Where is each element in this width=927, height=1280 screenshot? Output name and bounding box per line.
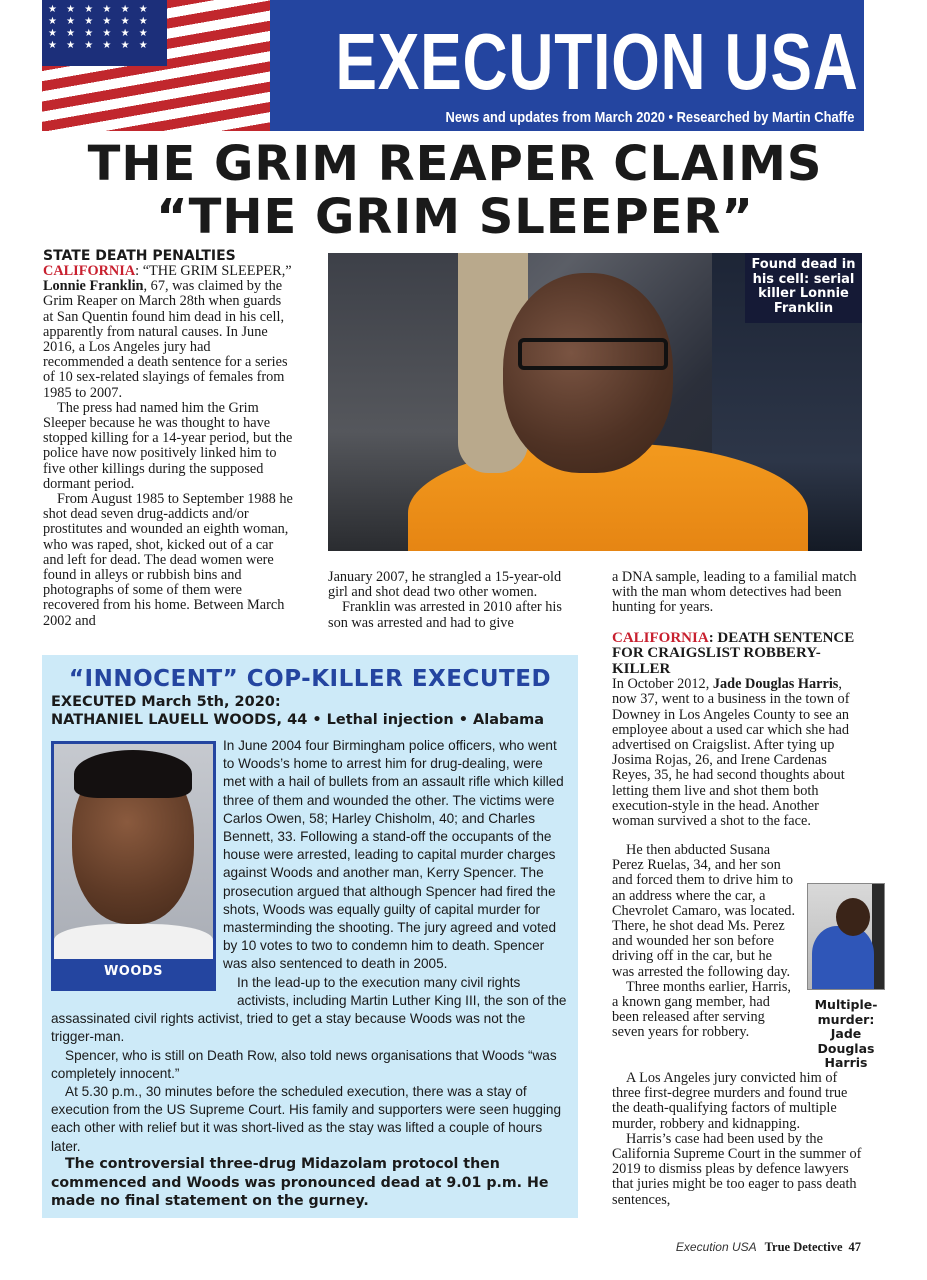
flag-stars: ★ ★ ★ ★ ★ ★ ★ ★ ★ ★ ★ ★ ★ ★ ★ ★ ★ ★ ★ ★ ★ ★ ★ ★ — [42, 0, 167, 66]
article1-paragraph-1 — [43, 264, 295, 401]
harris-photo — [807, 883, 885, 990]
page-footer — [676, 1240, 861, 1254]
box-full-width-text — [51, 992, 571, 1156]
article1-left-column — [43, 248, 295, 629]
woods-photo — [51, 741, 216, 991]
right-column-bottom — [612, 1071, 864, 1208]
harris-body — [812, 926, 874, 990]
state-label: CALIFORNIA — [612, 629, 709, 646]
franklin-head — [503, 273, 673, 473]
article2-p1-rest: , now 37, went to a business in the town of Downey in Los Angeles County to see an employee about a used car which she had advertised on Craigslist. After tying up Josima Rojas, 26, and Irene Cardenas Reyes, 35, he had second thoughts about letting them live and shot them both execution-style in the head. Another woman survived a shot to the face. — [612, 676, 850, 829]
box-paragraph-4: At 5.30 p.m., 30 minutes before the scheduled execution, there was a stay of execution from the US Supreme Court. His family and supporters were seen hugging each other with relief but it was short-lived as the stay was lifted a couple of hours later. — [51, 1084, 562, 1154]
article1-paragraph-6: a DNA sample, leading to a familial match with the man whom detectives had been hunting for years. — [612, 569, 857, 616]
harris-photo-caption: Multiple-murder: Jade Douglas Harris — [814, 997, 878, 1070]
woods-hair — [74, 750, 192, 798]
franklin-photo-caption: Found dead in his cell: serial killer Lonnie Franklin — [745, 253, 862, 323]
woods-shirt — [54, 924, 213, 959]
box-execution-details — [51, 693, 571, 729]
article2-p1-open: In October 2012, — [612, 676, 713, 693]
article2-paragraph-3: Three months earlier, Harris, a known gang member, had been released after serving seven years for robbery. — [612, 978, 791, 1041]
box-final-statement — [51, 1155, 571, 1211]
harris-head — [836, 898, 870, 936]
article1-paragraph-2: The press had named him the Grim Sleeper because he was thought to have stopped killing for a 14-year period, but the police have now positively linked him to five other killings during the supposed dormant period. — [43, 399, 293, 492]
article2-paragraph-1 — [612, 677, 864, 829]
article2-subject-name: Jade Douglas Harris — [712, 676, 839, 693]
article1-paragraph-5: Franklin was arrested in 2010 after his son was arrested and had to give — [328, 599, 562, 631]
article2-paragraph-4: A Los Angeles jury convicted him of three first-degree murders and found true the death-qualifying factors of multiple murder, robbery and kidnapping. — [612, 1070, 848, 1132]
article1-subject-name: Lonnie Franklin — [43, 278, 144, 295]
section-subtitle: News and updates from March 2020 • Researched by Martin Chaffe — [445, 109, 854, 126]
execution-date: EXECUTED March 5th, 2020: — [51, 694, 281, 710]
box-title: “INNOCENT” COP-KILLER EXECUTED — [68, 666, 552, 692]
article2-head: : DEATH SENTENCE FOR CRAIGSLIST ROBBERY-KILLER — [612, 629, 855, 677]
box-paragraph-1-container — [223, 737, 568, 992]
box-final-text: The controversial three-drug Midazolam protocol then commenced and Woods was pronounced dead at 9.01 p.m. He made no final statement on the gurney. — [51, 1156, 549, 1209]
article1-lead-open: : “THE GRIM SLEEPER,” — [135, 263, 292, 279]
article2-heading — [612, 631, 864, 678]
article2-paragraph-2: He then abducted Susana Perez Ruelas, 34, and her son and forced them to drive him to an address where the car, a Chevrolet Camaro, was located. There, he shot dead Ms. Perez and wounded her son before driving off in the car, but he was arrested the following day. — [612, 842, 796, 980]
headline-line-1: THE GRIM REAPER CLAIMS — [87, 136, 823, 192]
state-label: CALIFORNIA — [43, 263, 136, 279]
masthead-banner — [270, 0, 864, 131]
glasses — [518, 338, 668, 370]
section-title: EXECUTION USA — [335, 17, 859, 106]
article1-lead-rest: , 67, was claimed by the Grim Reaper on March 28th when guards at San Quentin found him dead in his cell, apparently from natural causes. In June 2016, a Los Angeles jury had recommended a death sentence for a series of 10 sex-related slayings of females from 1985 to 2007. — [43, 278, 288, 401]
execution-subject: NATHANIEL LAUELL WOODS, 44 • Lethal injection • Alabama — [51, 712, 545, 728]
franklin-courtroom-photo — [328, 253, 862, 551]
footer-magazine: True Detective — [764, 1240, 843, 1254]
article1-paragraph-3: From August 1985 to September 1988 he shot dead seven drug-addicts and/or prostitutes and wounded an eighth woman, who was raped, shot, kicked out of a car and left for dead. The dead women were found in alleys or rubbish bins and photographs of some of them were recovered from his home. Between March 2002 and — [43, 491, 293, 629]
right-column — [612, 570, 864, 829]
article1-middle-column — [328, 570, 573, 631]
box-paragraph-2b: activists, including Martin Luther King III, the son of the assassinated civil rights activist, tried to get a stay because Woods was not the trigger-man. — [51, 993, 567, 1045]
woods-mugshot — [54, 744, 213, 959]
us-flag-image — [42, 0, 270, 131]
page-number: 47 — [848, 1240, 861, 1254]
article1-paragraph-4: January 2007, he strangled a 15-year-old girl and shot dead two other women. — [328, 569, 562, 601]
headline-line-2: “THE GRIM SLEEPER” — [156, 189, 754, 245]
box-paragraph-1: In June 2004 four Birmingham police officers, who went to Woods’s home to arrest him for drug-dealing, were met with a hail of bullets from an assault rifle which killed three of them and wounded the other. The victims were Carlos Owen, 58; Harley Chisholm, 40; and Charles Bennett, 33. Following a stand-off the occupants of the house were arrested, leading to capital murder charges against Woods and another man, Kerry Spencer. The prosecution argued that although Spencer had fired the shots, Woods was equally guilty of capital murder for masterminding the shooting. The jury agreed and voted by 10 votes to two to condemn him to death. Spencer was also sentenced to death in 2005. — [223, 738, 564, 972]
article2-paragraph-5: Harris’s case had been used by the California Supreme Court in the summer of 2019 to dismiss pleas by defence lawyers that juries might be too eager to pass death sentences, — [612, 1130, 862, 1208]
woods-photo-label: WOODS — [103, 964, 164, 979]
footer-section: Execution USA — [675, 1240, 757, 1254]
right-column-wrap — [612, 843, 797, 1041]
masthead — [42, 0, 864, 131]
woods-sidebar-box — [42, 655, 578, 1218]
box-paragraph-2a: In the lead-up to the execution many civil rights — [237, 974, 521, 990]
box-paragraph-3: Spencer, who is still on Death Row, also told news organisations that Woods “was completely innocent.” — [51, 1047, 557, 1081]
article1-kicker: STATE DEATH PENALTIES — [43, 248, 236, 264]
